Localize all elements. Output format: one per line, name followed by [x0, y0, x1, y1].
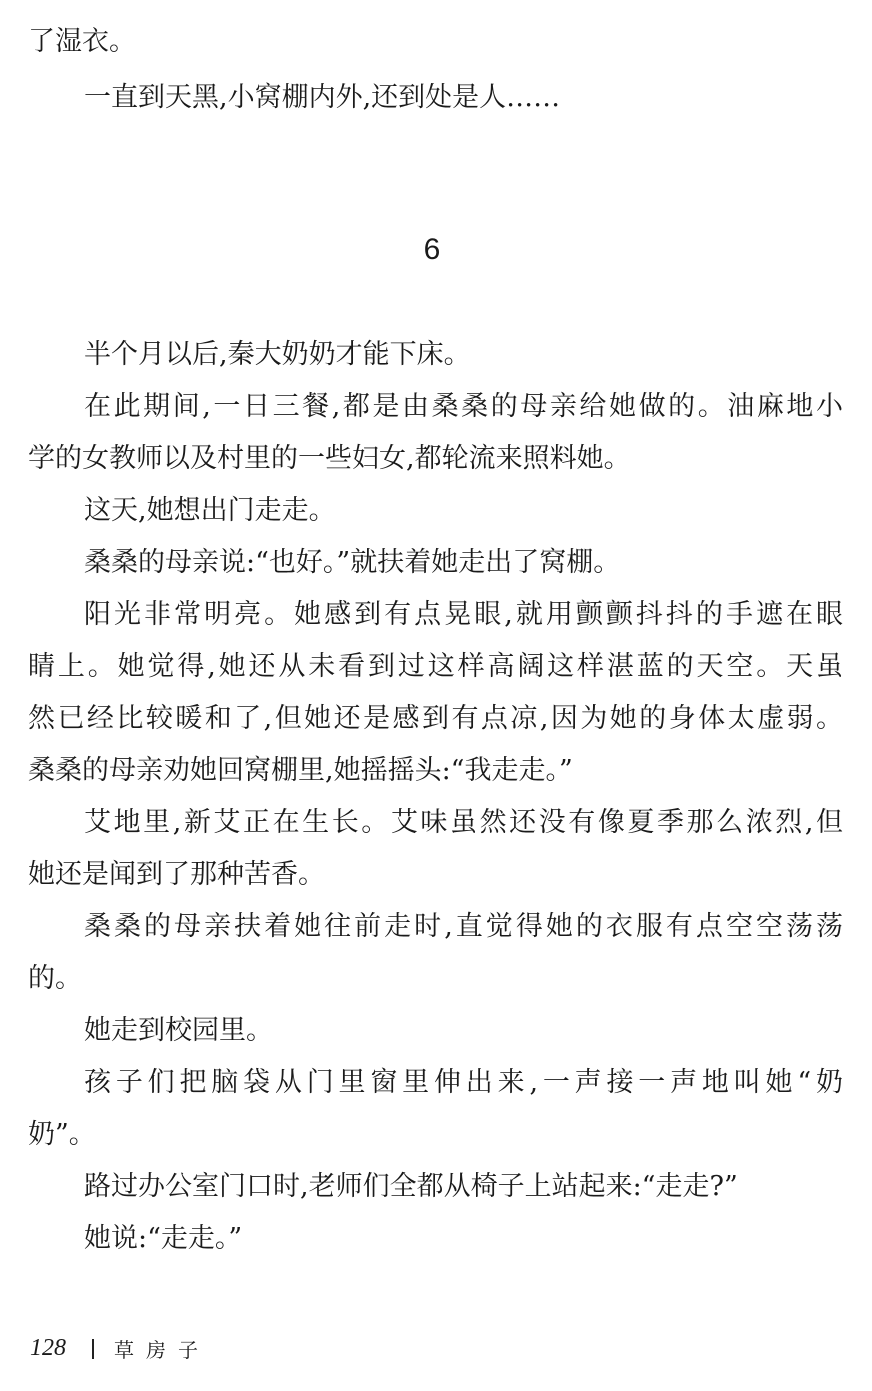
text-line: 的。	[28, 963, 82, 994]
text-line: 她说:“走走。”	[84, 1223, 243, 1254]
text-line: 阳光非常明亮。她感到有点晃眼,就用颤颤抖抖的手遮在眼	[84, 599, 843, 630]
text-line: 她走到校园里。	[84, 1015, 273, 1046]
text-line: 了湿衣。	[28, 26, 136, 57]
text-line: 艾地里,新艾正在生长。艾味虽然还没有像夏季那么浓烈,但	[84, 807, 843, 838]
text-line: 她还是闻到了那种苦香。	[28, 859, 325, 890]
text-line: 桑桑的母亲劝她回窝棚里,她摇摇头:“我走走。”	[28, 755, 573, 786]
text-line: 半个月以后,秦大奶奶才能下床。	[84, 339, 471, 370]
section-heading: 6	[423, 233, 441, 266]
text-line: 奶”。	[28, 1119, 96, 1150]
text-line: 然已经比较暖和了,但她还是感到有点凉,因为她的身体太虚弱。	[28, 703, 843, 734]
text-line: 一直到天黑,小窝棚内外,还到处是人……	[84, 82, 561, 113]
footer-divider	[92, 1339, 94, 1359]
text-line: 桑桑的母亲说:“也好。”就扶着她走出了窝棚。	[84, 547, 621, 578]
text-line: 在此期间,一日三餐,都是由桑桑的母亲给她做的。油麻地小	[84, 391, 843, 422]
text-line: 桑桑的母亲扶着她往前走时,直觉得她的衣服有点空空荡荡	[84, 911, 843, 942]
text-line: 学的女教师以及村里的一些妇女,都轮流来照料她。	[28, 443, 631, 474]
page-footer	[30, 1334, 210, 1363]
text-line: 这天,她想出门走走。	[84, 495, 336, 526]
text-line: 路过办公室门口时,老师们全都从椅子上站起来:“走走?”	[84, 1171, 738, 1202]
page-number: 128	[30, 1335, 66, 1361]
text-line: 睛上。她觉得,她还从未看到过这样高阔这样湛蓝的天空。天虽	[28, 651, 843, 682]
book-title: 草房子	[114, 1338, 210, 1362]
text-line: 孩子们把脑袋从门里窗里伸出来,一声接一声地叫她“奶	[84, 1067, 843, 1098]
